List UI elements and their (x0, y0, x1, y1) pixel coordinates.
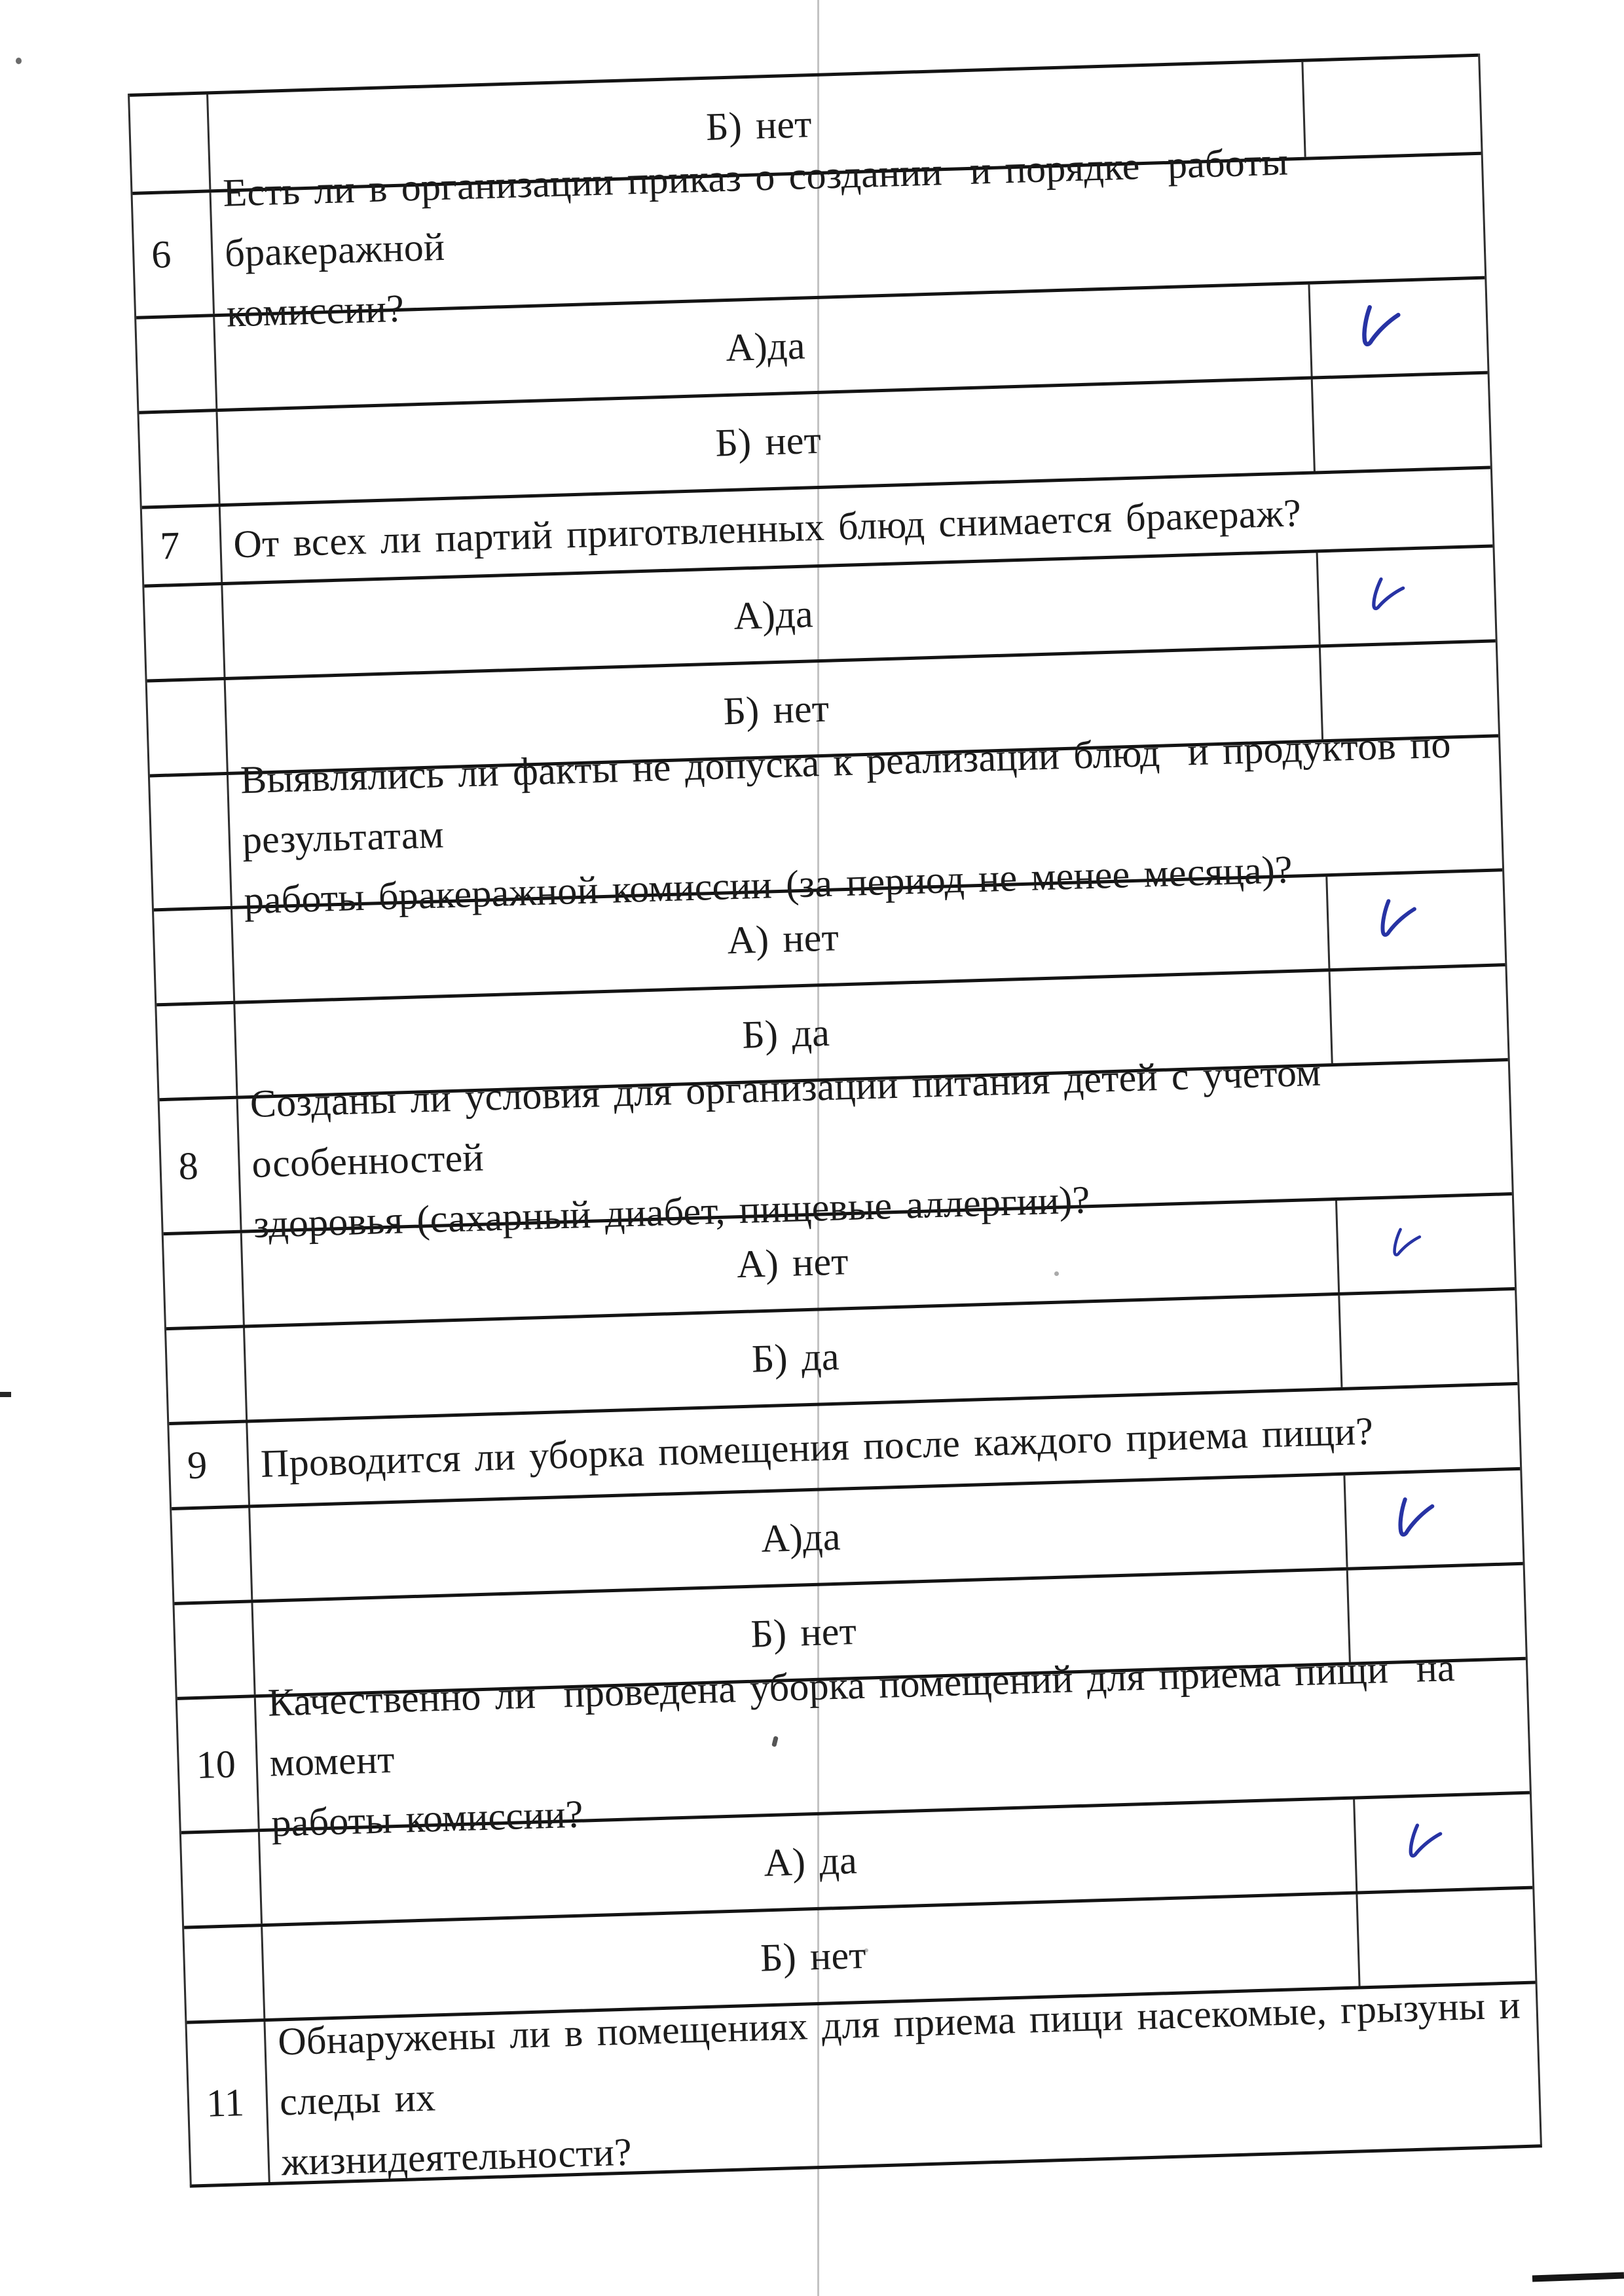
checkmark-icon (1367, 896, 1421, 945)
answer-option-label: Б) нет (714, 418, 822, 465)
question-text-line: комиссии? (226, 286, 405, 335)
checkmark-cell (1308, 280, 1487, 376)
answer-option-label: А)да (725, 323, 806, 369)
checkmark-icon (1397, 1822, 1445, 1865)
answer-option-label: А)да (760, 1514, 841, 1560)
question-number-empty (184, 1927, 265, 2020)
answer-option-label: А) нет (726, 915, 840, 962)
checkmark-cell (1325, 871, 1505, 968)
scan-artifact-dot (864, 1948, 868, 1952)
question-number-empty (172, 1508, 253, 1601)
question-text-line: Есть ли в организации приказ о создании и порядке работы бракеражной (222, 139, 1303, 275)
question-number-empty (181, 1832, 263, 1925)
checkmark-icon (1360, 575, 1408, 618)
question-number-empty (139, 412, 221, 505)
question-row-11 (187, 1981, 1540, 2185)
checkmark-cell (1316, 547, 1496, 644)
question-text-line: Выявлялись ли факты не допуска к реализации блюд и продуктов по результатам (240, 721, 1466, 862)
scan-artifact-dot (1054, 1271, 1059, 1276)
checkmark-cell (1311, 374, 1490, 471)
answer-option-label: Б) да (741, 1010, 830, 1057)
answer-option-label: Б) нет (705, 102, 813, 149)
checkmark-cell (1353, 1795, 1532, 1891)
checkmark-cell (1338, 1290, 1517, 1387)
question-number: 11 (187, 2022, 270, 2184)
answer-option-label: Б) нет (722, 686, 830, 733)
checkmark-cell (1335, 1195, 1515, 1292)
question-number: 7 (142, 507, 223, 585)
question-number-empty (136, 317, 217, 410)
checkmark-cell (1343, 1470, 1522, 1567)
question-number-empty (157, 1004, 238, 1098)
scan-artifact-speck (16, 58, 22, 64)
checkmark-icon (1346, 301, 1407, 356)
scan-artifact-edge-dash (0, 1392, 11, 1397)
question-number-empty (164, 1233, 245, 1327)
answer-option-label: Б) нет (760, 1933, 867, 1980)
scan-artifact-corner-dash (1532, 2272, 1624, 2282)
question-number-empty (147, 680, 229, 774)
question-number-empty (166, 1328, 248, 1422)
question-number: 9 (169, 1423, 250, 1507)
question-number: 6 (133, 192, 215, 316)
checklist-table (128, 54, 1542, 2188)
answer-option-label: А)да (733, 591, 814, 638)
answer-option-label: Б) да (750, 1334, 840, 1381)
checkmark-icon (1382, 1493, 1441, 1546)
question-number-empty (144, 585, 225, 679)
question-number-empty (130, 94, 211, 191)
question-text-line: здоровья (сахарный диабет, пищевые аллергии)? (253, 1178, 1091, 1247)
answer-option-label: А) нет (736, 1239, 849, 1286)
question-number-empty (175, 1603, 256, 1696)
question-text-line: работы бракеражной комиссии (за период не менее месяца)? (243, 847, 1293, 922)
answer-option-label: А) да (763, 1838, 858, 1884)
checkmark-icon (1383, 1226, 1424, 1262)
question-number-empty (150, 775, 232, 908)
question-text-line: От всех ли партий приготвленных блюд снимается бракераж? (232, 490, 1302, 566)
question-text-cell (265, 1984, 1540, 2182)
question-number: 8 (160, 1099, 242, 1232)
question-text-line: Созданы ли условия для организации питания детей с учетом особенностей (249, 1049, 1336, 1186)
checkmark-cell (1356, 1889, 1535, 1986)
question-text-line: работы комиссии? (270, 1792, 584, 1845)
question-number-empty (154, 909, 235, 1003)
question-text-line: Обнаружены ли в помещениях для приема пищи насекомые, грызуны и следы их (277, 1982, 1535, 2123)
question-text-line: жизнидеятельности? (280, 2130, 633, 2183)
answer-option-label: Б) нет (750, 1609, 857, 1656)
question-text-line: Качественно ли проведена уборка помещений для приема пищи на момент (267, 1645, 1484, 1785)
question-number: 10 (177, 1698, 260, 1831)
question-text-line: Проводится ли уборка помещения после каждого приема пищи? (260, 1408, 1374, 1485)
